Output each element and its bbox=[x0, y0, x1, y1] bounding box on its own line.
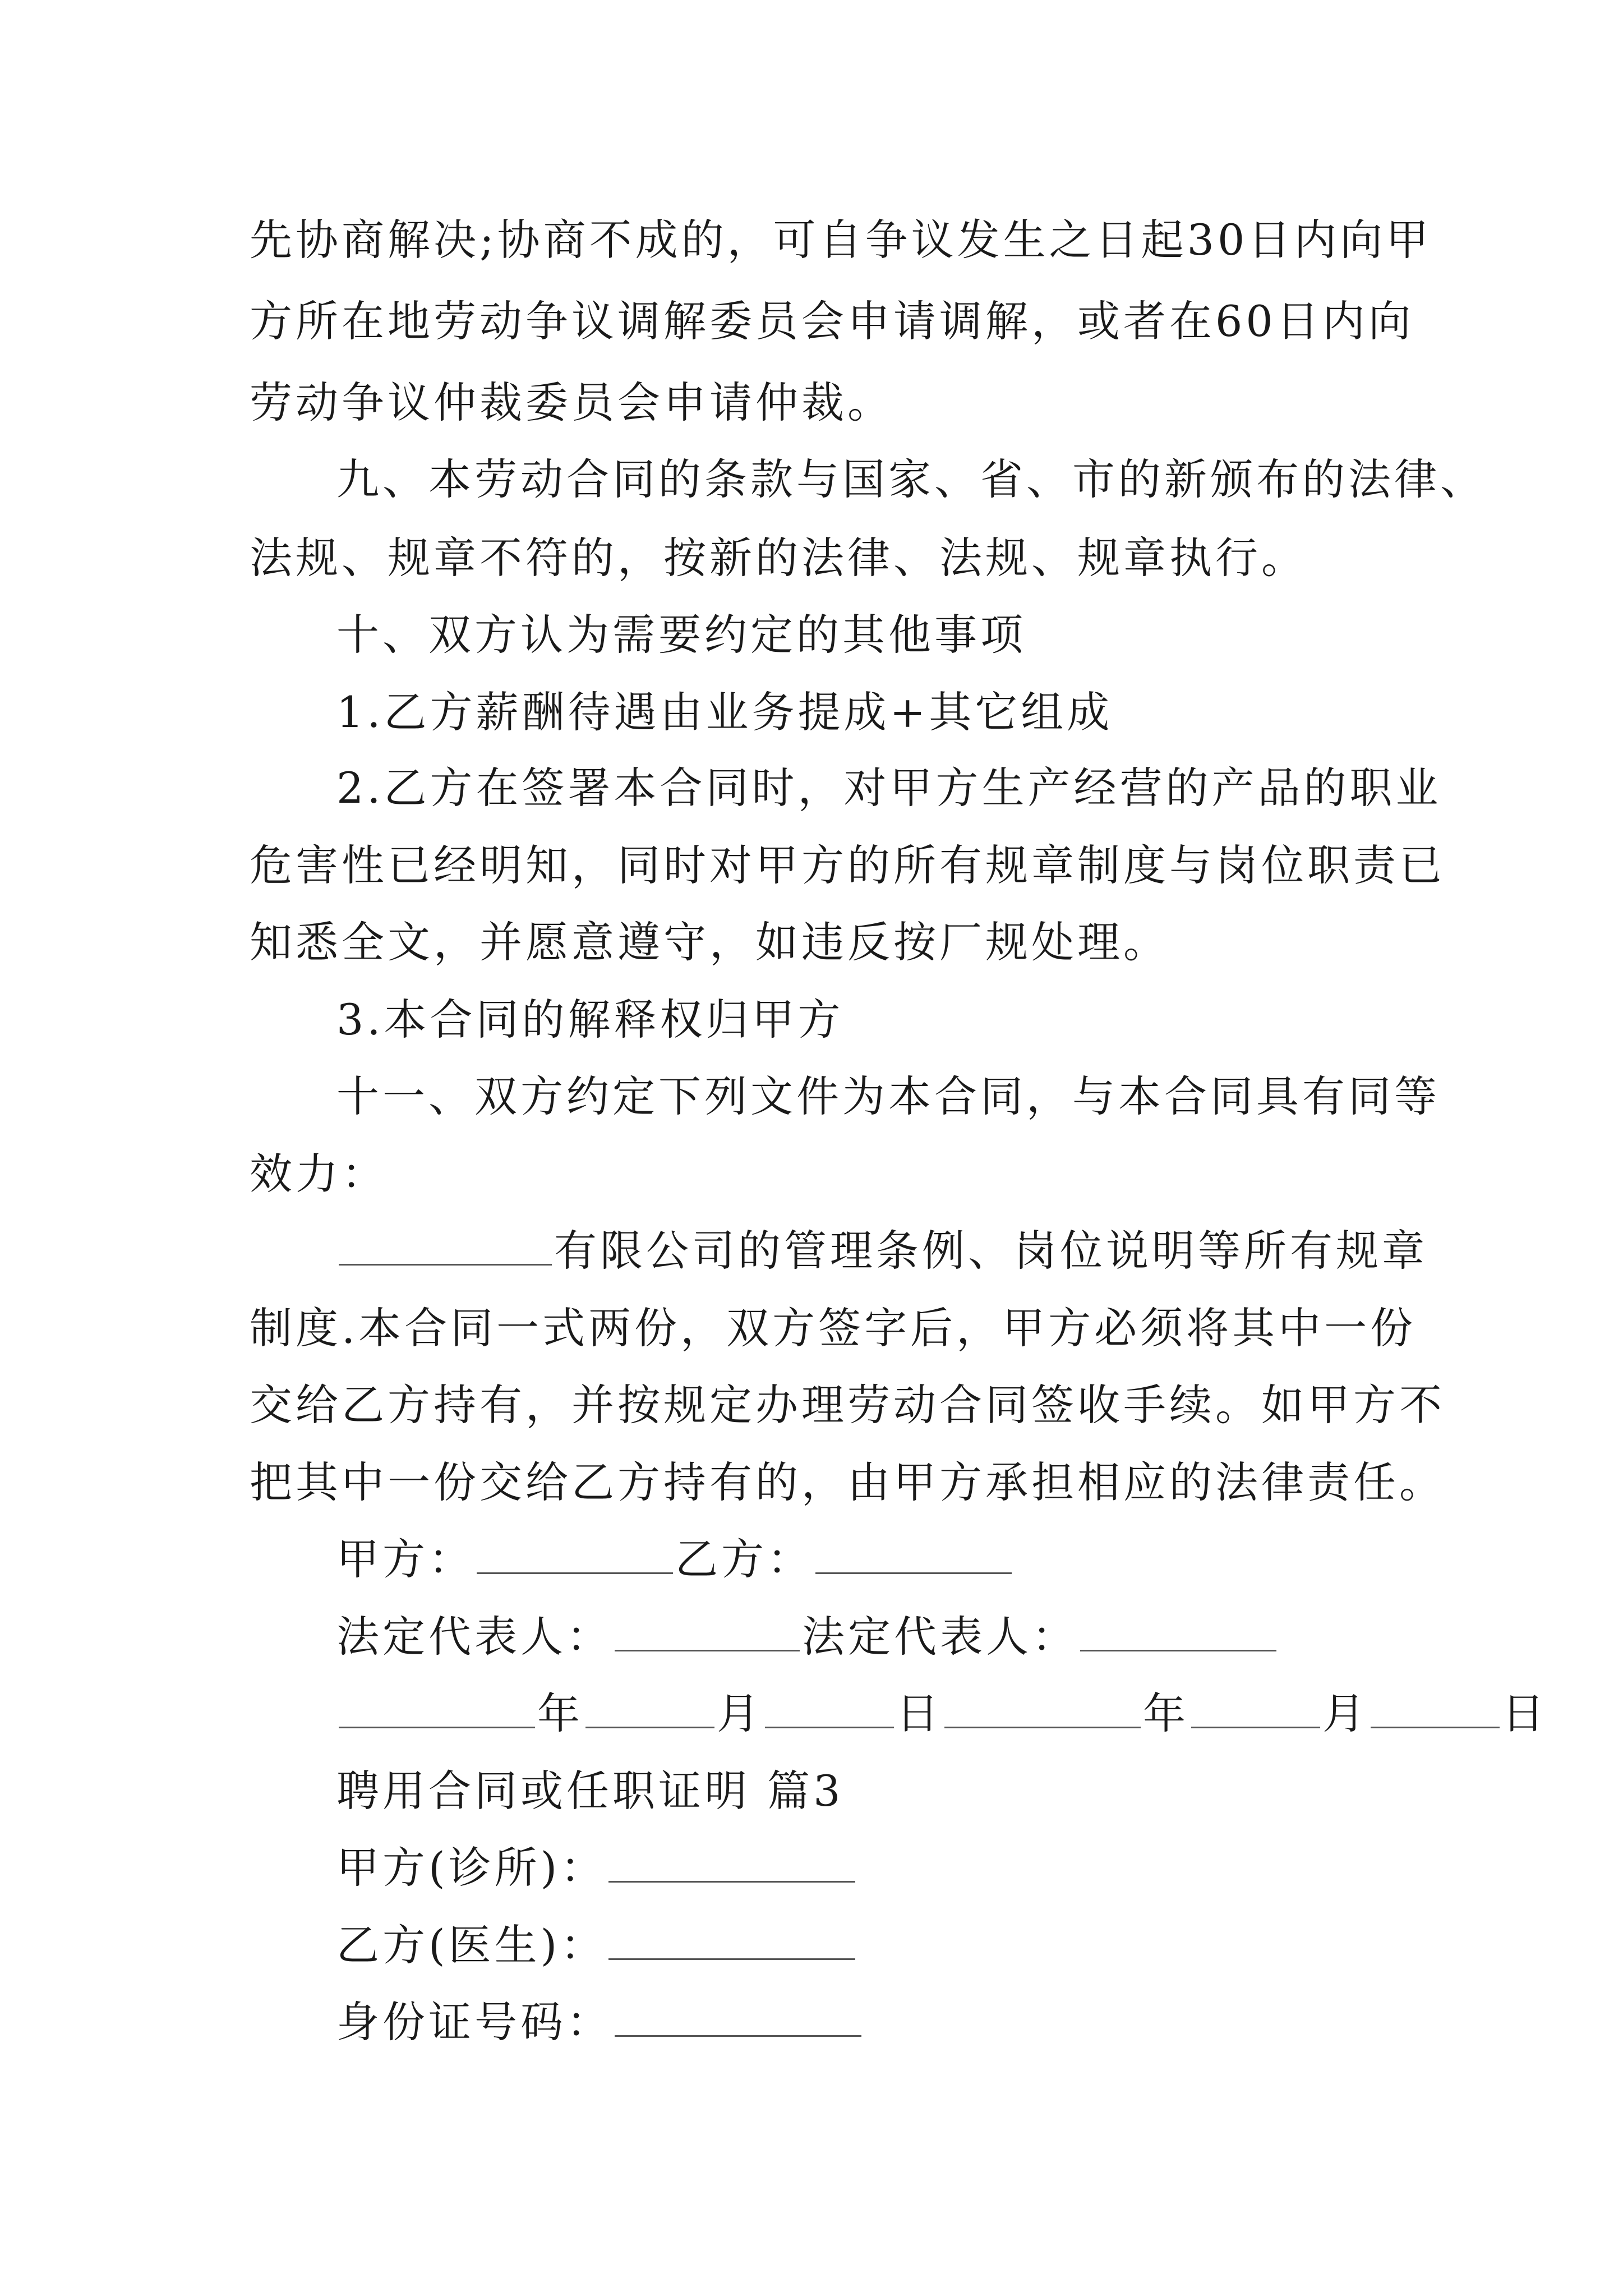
rep-a-blank[interactable] bbox=[615, 1611, 800, 1651]
paragraph-line: 交给乙方持有，并按规定办理劳动合同签收手续。如甲方不 bbox=[250, 1380, 1445, 1430]
id-number-blank[interactable] bbox=[615, 1996, 861, 2037]
day-b-label: 日 bbox=[1502, 1688, 1548, 1738]
day-b-blank[interactable] bbox=[1371, 1687, 1500, 1728]
month-b-label: 月 bbox=[1322, 1688, 1368, 1738]
month-a-blank[interactable] bbox=[585, 1687, 714, 1728]
company-docs-line bbox=[336, 1223, 1492, 1279]
paragraph-line: 危害性已经明知，同时对甲方的所有规章制度与岗位职责已 bbox=[250, 840, 1445, 890]
rep-b-label: 法定代表人： bbox=[802, 1612, 1078, 1662]
party-a-label: 甲方： bbox=[336, 1534, 474, 1584]
paragraph-line: 先协商解决;协商不成的，可自争议发生之日起30日内向甲 bbox=[250, 215, 1432, 265]
clause-ten: 十、双方认为需要约定的其他事项 bbox=[336, 610, 1026, 660]
clause-ten-item-3: 3.本合同的解释权归甲方 bbox=[336, 995, 844, 1045]
company-docs-text: 有限公司的管理条例、岗位说明等所有规章 bbox=[554, 1226, 1428, 1276]
clinic-field bbox=[336, 1840, 1492, 1896]
id-number-label: 身份证号码： bbox=[336, 1997, 612, 2047]
day-a-blank[interactable] bbox=[765, 1687, 894, 1728]
signature-dates bbox=[336, 1686, 1548, 1742]
doctor-label: 乙方(医生)： bbox=[336, 1920, 607, 1970]
signature-representatives bbox=[336, 1609, 1492, 1665]
paragraph-line: 知悉全文，并愿意遵守，如违反按厂规处理。 bbox=[250, 917, 1169, 967]
party-a-blank[interactable] bbox=[477, 1533, 673, 1574]
day-a-label: 日 bbox=[896, 1688, 942, 1738]
clause-eleven: 十一、双方约定下列文件为本合同，与本合同具有同等 bbox=[336, 1071, 1440, 1121]
section-title: 聘用合同或任职证明 篇3 bbox=[336, 1766, 844, 1816]
year-a-label: 年 bbox=[537, 1688, 583, 1738]
party-b-blank[interactable] bbox=[815, 1533, 1012, 1574]
year-b-blank[interactable] bbox=[944, 1687, 1141, 1728]
year-a-blank[interactable] bbox=[339, 1687, 535, 1728]
paragraph-line: 劳动争议仲裁委员会申请仲裁。 bbox=[250, 378, 893, 427]
year-b-label: 年 bbox=[1143, 1688, 1189, 1738]
paragraph-line: 方所在地劳动争议调解委员会申请调解，或者在60日内向 bbox=[250, 296, 1414, 346]
party-b-label: 乙方： bbox=[675, 1534, 813, 1584]
month-a-label: 月 bbox=[717, 1688, 763, 1738]
paragraph-line: 把其中一份交给乙方持有的，由甲方承担相应的法律责任。 bbox=[250, 1457, 1445, 1507]
company-name-blank[interactable] bbox=[339, 1225, 552, 1266]
id-number-field bbox=[336, 1994, 1492, 2050]
doctor-field bbox=[336, 1917, 1492, 1973]
clause-nine: 九、本劳动合同的条款与国家、省、市的新颁布的法律、 bbox=[336, 454, 1486, 504]
rep-a-label: 法定代表人： bbox=[336, 1612, 612, 1662]
rep-b-blank[interactable] bbox=[1080, 1611, 1276, 1651]
signature-parties bbox=[336, 1531, 1492, 1588]
paragraph-line: 制度.本合同一式两份，双方签字后，甲方必须将其中一份 bbox=[250, 1303, 1417, 1353]
paragraph-line: 效力： bbox=[250, 1149, 388, 1199]
month-b-blank[interactable] bbox=[1191, 1687, 1320, 1728]
clause-ten-item-1: 1.乙方薪酬待遇由业务提成+其它组成 bbox=[336, 687, 1113, 737]
paragraph-line: 法规、规章不符的，按新的法律、法规、规章执行。 bbox=[250, 533, 1307, 583]
doctor-blank[interactable] bbox=[608, 1919, 855, 1960]
clinic-label: 甲方(诊所)： bbox=[336, 1843, 607, 1893]
clause-ten-item-2: 2.乙方在签署本合同时，对甲方生产经营的产品的职业 bbox=[336, 763, 1442, 813]
clinic-blank[interactable] bbox=[608, 1842, 855, 1883]
